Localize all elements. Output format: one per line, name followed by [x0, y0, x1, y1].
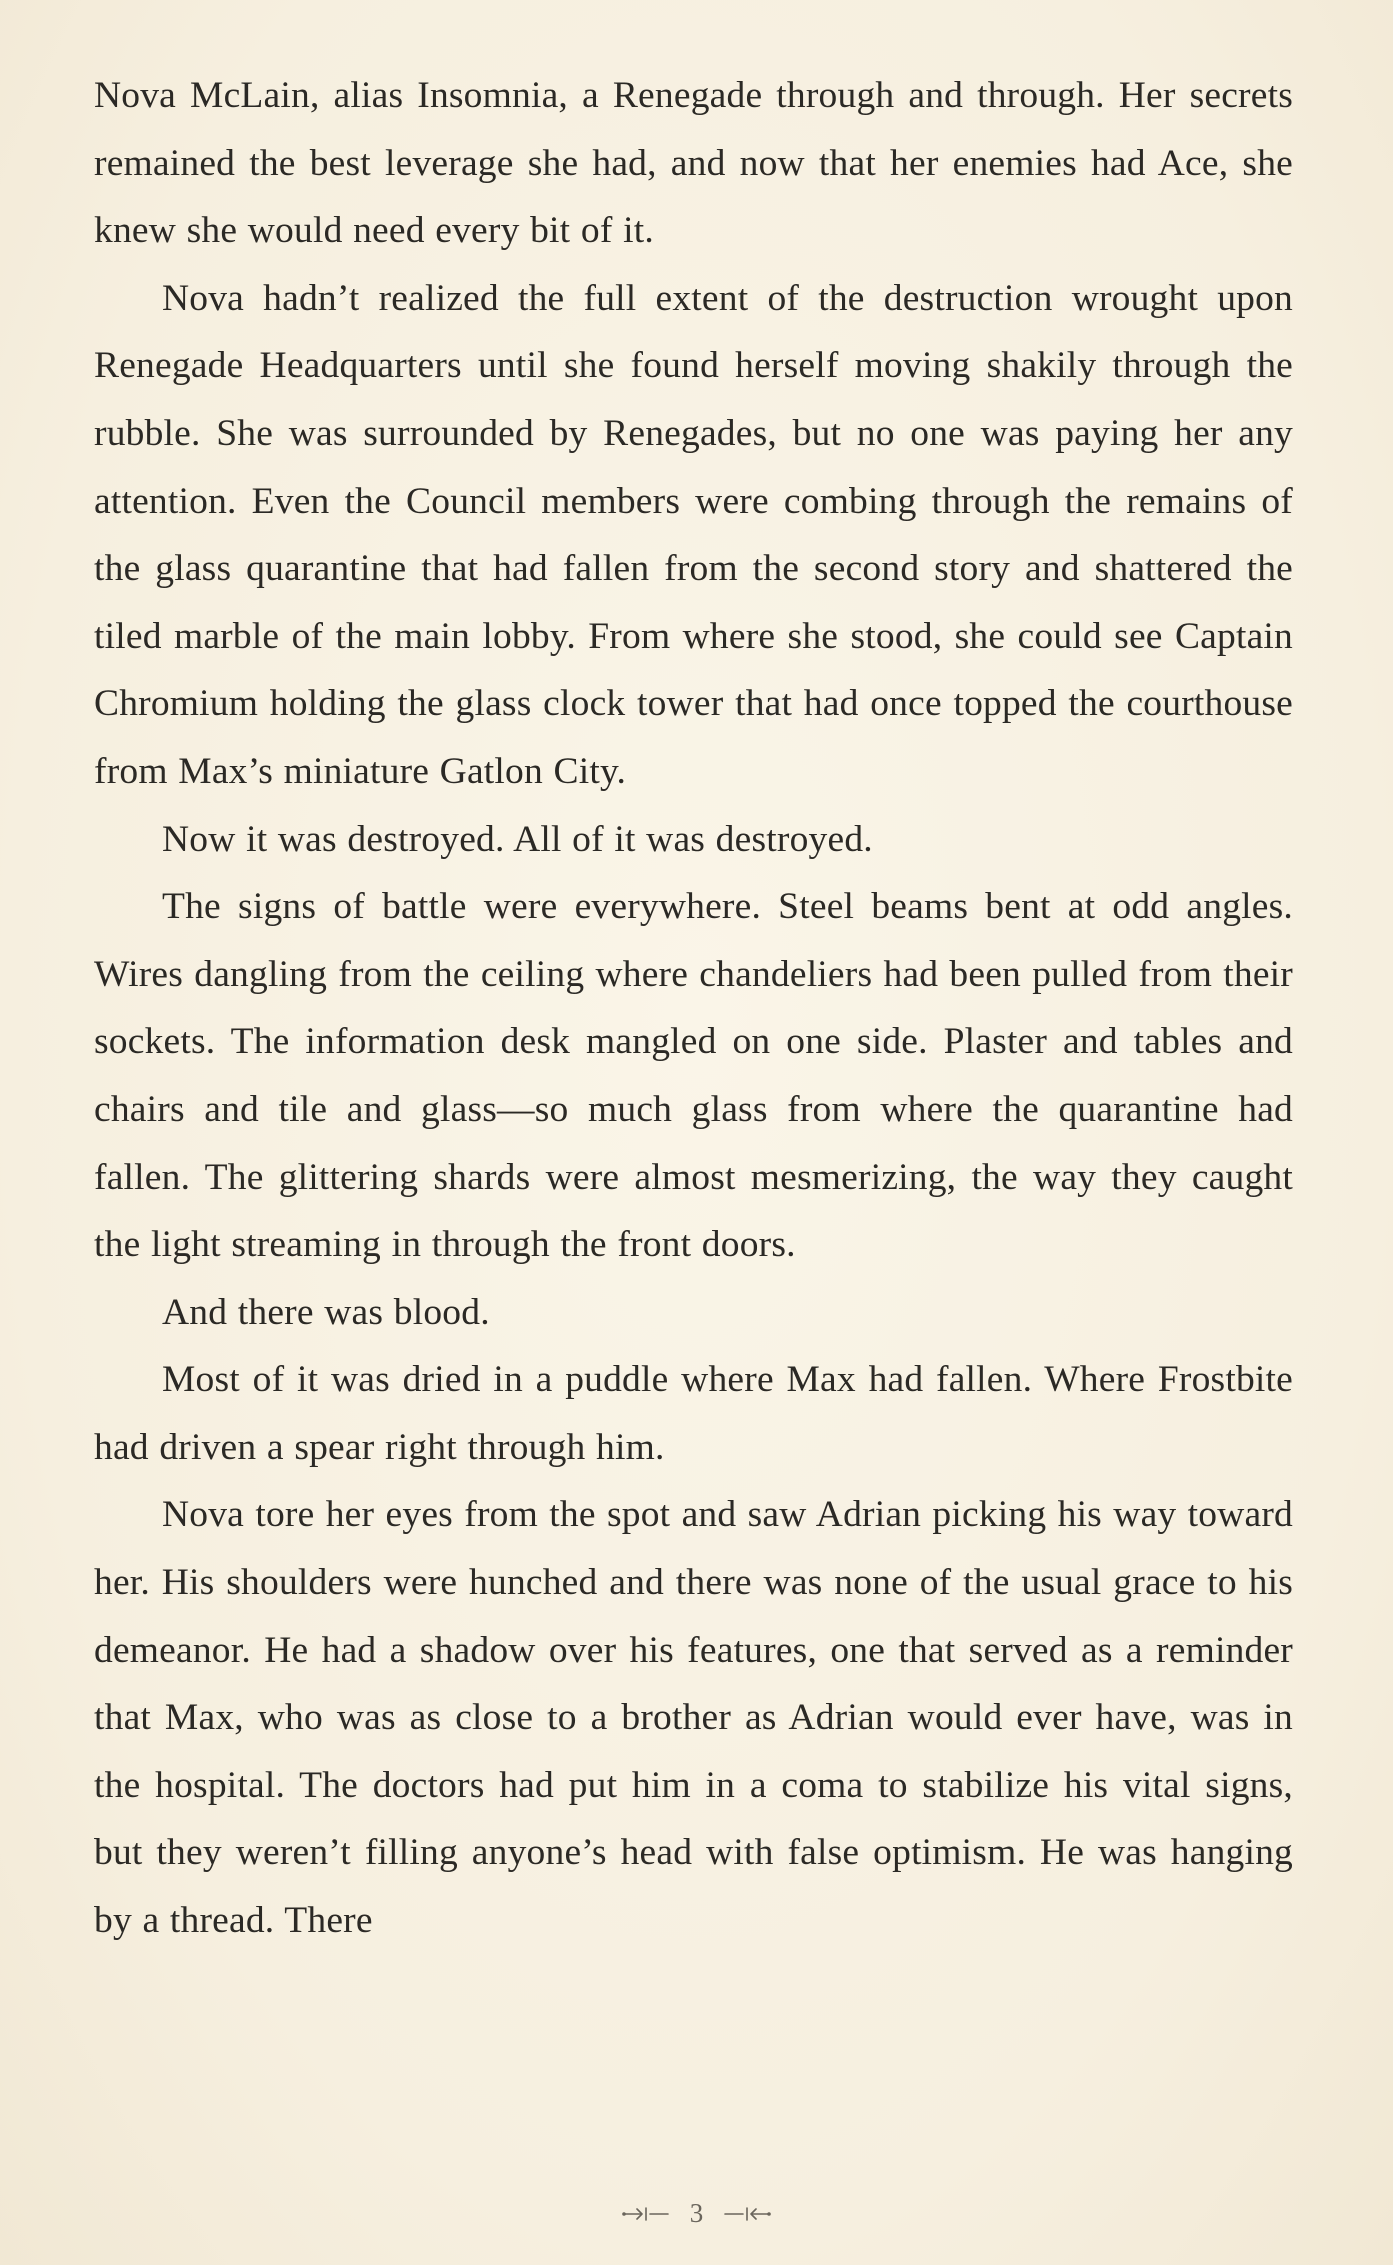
paragraph-7: Nova tore her eyes from the spot and saw Adrian picking his way toward her. His shoulders were hunched and there was none of the usual grace to his demeanor. He had a shadow over his features, one that served as a reminder that Max, who was as close to a brother as Adrian would ever have, was in the hospital. The doctors had put him in a coma to stabilize his vital signs, but they weren’t filling anyone’s head with false optimism. He was hanging by a thread. There: [94, 1494, 1293, 1942]
right-ornament-icon: [721, 2204, 773, 2224]
paragraph-1: Nova McLain, alias Insomnia, a Renegade through and through. Her secrets remained the best leverage she had, and now that her enemies had Ace, she knew she would need every bit of it.: [94, 75, 1293, 252]
paragraph-3: Now it was destroyed. All of it was destroyed.: [162, 818, 873, 860]
paragraph-2: Nova hadn’t realized the full extent of the destruction wrought upon Renegade Headquarters until she found herself moving shakily through the rubble. She was surrounded by Renegades, but no one was paying her any attention. Even the Council members were combing through the remains of the glass quarantine that had fallen from the second story and shattered the tiled marble of the main lobby. From where she stood, she could see Captain Chromium holding the glass clock tower that had once topped the courthouse from Max’s miniature Gatlon City.: [94, 277, 1293, 792]
page-footer: [0, 2198, 1393, 2229]
body-text: [94, 62, 1293, 1955]
paragraph-5: And there was blood.: [162, 1291, 490, 1333]
page-number: 3: [689, 2198, 704, 2228]
paragraph-4: The signs of battle were everywhere. Steel beams bent at odd angles. Wires dangling from the ceiling where chandeliers had been pulled from their sockets. The information desk mangled on one side. Plaster and tables and chairs and tile and glass—so much glass from where the quarantine had fallen. The glittering shards were almost mesmerizing, the way they caught the light streaming in through the front doors.: [94, 886, 1293, 1266]
paragraph-6: Most of it was dried in a puddle where Max had fallen. Where Frostbite had driven a spear right through him.: [94, 1359, 1293, 1468]
left-ornament-icon: [620, 2204, 672, 2224]
